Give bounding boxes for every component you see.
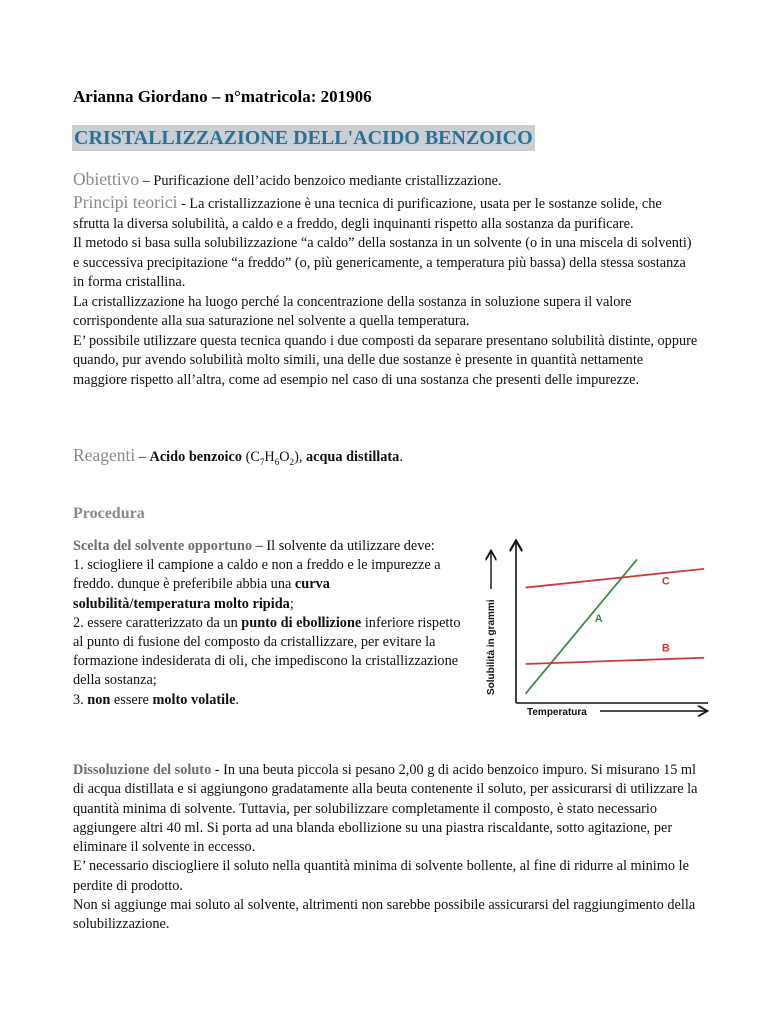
principi-paragraph-4: E’ possibile utilizzare questa tecnica quando i due composti da separare presentano solubilità distinte, oppure quando, pur avendo solubilità molto simili, una delle due sostanze è presente in quantità nettamente maggiore rispetto all’altra, come ad esempio nel caso di una sostanza che presenti delle impurezze. xyxy=(73,332,698,388)
scelta-heading: Scelta del solvente opportuno xyxy=(73,538,253,554)
y-axis-label: Solubilità in grammi xyxy=(486,599,497,695)
series-label-b: B xyxy=(661,642,670,655)
scelta-intro: – Il solvente da utilizzare deve: xyxy=(252,538,435,554)
formula-sub: 7 xyxy=(259,456,265,467)
solubility-chart xyxy=(482,537,722,727)
dissoluzione-section xyxy=(73,761,701,935)
series-line-a xyxy=(526,559,637,693)
principi-heading: Principi teorici xyxy=(73,192,178,212)
reagente-acqua: acqua distillata xyxy=(305,449,400,465)
series-label-c: C xyxy=(661,575,670,588)
formula-part: H xyxy=(264,449,275,465)
procedura-section xyxy=(73,504,698,525)
obiettivo-heading: Obiettivo xyxy=(73,169,140,189)
dissoluzione-paragraph-3: Non si aggiunge mai soluto al solvente, altrimenti non sarebbe possibile assicurarsi del raggiungimento della solubilizzazione. xyxy=(73,897,696,933)
criterio-1: 1. sciogliere il campione a caldo e non a freddo e le impurezze a freddo. dunque è preferibile abbia una curva solubilità/temperatura molto ripida; xyxy=(73,557,441,612)
reagenti-end: . xyxy=(399,449,403,465)
obiettivo-text: – Purificazione dell’acido benzoico mediante cristallizzazione. xyxy=(139,173,502,189)
dissoluzione-paragraph-2: E’ necessario disciogliere il soluto nella quantità minima di solvente bollente, al fine di ridurre al minimo le perdite di prodotto. xyxy=(73,858,689,894)
reagenti-section xyxy=(73,446,698,472)
obiettivo-section xyxy=(73,170,698,192)
formula-part: (C xyxy=(242,449,260,465)
procedura-heading: Procedura xyxy=(73,505,145,522)
formula-part: ), xyxy=(294,449,306,465)
principi-section xyxy=(73,193,698,390)
scelta-solvente xyxy=(73,537,465,710)
author-line: Arianna Giordano – n°matricola: 201906 xyxy=(73,87,372,106)
dissoluzione-text: - In una beuta piccola si pesano 2,00 g di acido benzoico impuro. Si misurano 15 ml di acqua distillata e si aggiungono gradatamente alla beuta contenente il soluto, per assicurarsi di utilizzare la quantità minima di solvente. Tuttavia, per solubilizzare completamente il composto, è stato necessario aggiungere altri 40 ml. Si porta ad una blanda ebollizione su una piastra riscaldante, sotto agitazione, per eliminare il solvente in eccesso. xyxy=(73,762,698,856)
reagenti-dash: – xyxy=(135,449,150,465)
formula-part: O xyxy=(279,449,290,465)
x-axis-label: Temperatura xyxy=(527,707,587,718)
formula-sub: 2 xyxy=(289,456,295,467)
principi-paragraph-3: La cristallizzazione ha luogo perché la concentrazione della sostanza in soluzione supera il valore corrispondente alla sua saturazione nel solvente a quella temperatura. xyxy=(73,293,632,329)
reagenti-heading: Reagenti xyxy=(73,445,136,465)
principi-intro: - La cristallizzazione è una tecnica di purificazione, usata per le sostanze solide, che sfrutta la diversa solubilità, a caldo e a freddo, degli inquinanti rispetto alla sostanza da purificare. xyxy=(73,196,662,232)
formula-sub: 6 xyxy=(274,456,280,467)
criterio-3: 3. non essere molto volatile. xyxy=(73,691,239,708)
series-label-a: A xyxy=(594,612,603,625)
dissoluzione-heading: Dissoluzione del soluto xyxy=(73,762,212,778)
principi-paragraph-2: Il metodo si basa sulla solubilizzazione “a caldo” della sostanza in un solvente (o in una miscela di solventi) e successiva precipitazione “a freddo” (o, più genericamente, a temperatura più bassa) della stessa sostanza in forma cristallina. xyxy=(73,235,692,290)
reagente-acido: Acido benzoico xyxy=(149,449,243,465)
criterio-2: 2. essere caratterizzato da un punto di ebollizione inferiore rispetto al punto di fusione del composto da cristallizzare, per evitare la formazione indesiderata di oli, che impediscono la cristallizzazione della sostanza; xyxy=(73,614,461,689)
page-title: CRISTALLIZZAZIONE DELL'ACIDO BENZOICO xyxy=(74,127,533,149)
